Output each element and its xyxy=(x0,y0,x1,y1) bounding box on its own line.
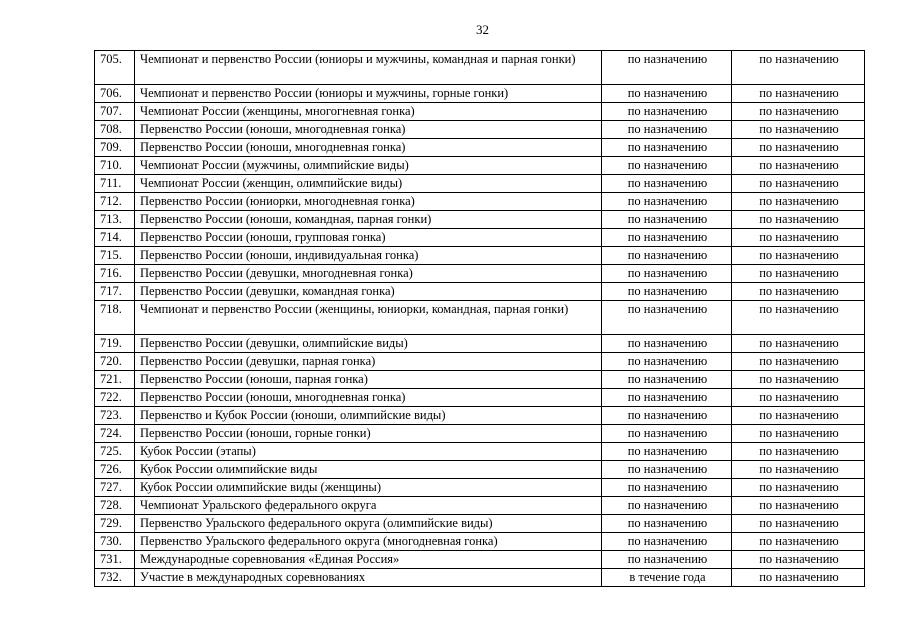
table-row xyxy=(95,157,865,175)
event-term: в течение года xyxy=(602,569,732,587)
event-venue: по назначению xyxy=(732,479,865,497)
table-row xyxy=(95,335,865,353)
event-name: Первенство России (девушки, командная гонка) xyxy=(135,283,602,301)
event-name: Чемпионат и первенство России (женщины, юниорки, командная, парная гонки) xyxy=(135,301,602,335)
events-table-body xyxy=(95,51,865,587)
table-row xyxy=(95,193,865,211)
event-term: по назначению xyxy=(602,211,732,229)
page-number: 32 xyxy=(476,22,489,37)
table-row xyxy=(95,461,865,479)
table-row xyxy=(95,103,865,121)
event-venue: по назначению xyxy=(732,551,865,569)
event-term: по назначению xyxy=(602,443,732,461)
event-term: по назначению xyxy=(602,515,732,533)
table-row xyxy=(95,175,865,193)
event-term: по назначению xyxy=(602,175,732,193)
row-number: 705. xyxy=(95,51,135,85)
event-name: Кубок России (этапы) xyxy=(135,443,602,461)
event-venue: по назначению xyxy=(732,265,865,283)
row-number: 729. xyxy=(95,515,135,533)
event-name: Первенство России (юноши, групповая гонка) xyxy=(135,229,602,247)
event-term: по назначению xyxy=(602,121,732,139)
event-name: Международные соревнования «Единая Россия» xyxy=(135,551,602,569)
event-name: Чемпионат и первенство России (юниоры и мужчины, командная и парная гонки) xyxy=(135,51,602,85)
event-name: Кубок России олимпийские виды (женщины) xyxy=(135,479,602,497)
event-term: по назначению xyxy=(602,85,732,103)
event-name: Первенство России (юноши, командная, парная гонки) xyxy=(135,211,602,229)
event-venue: по назначению xyxy=(732,139,865,157)
event-term: по назначению xyxy=(602,247,732,265)
event-term: по назначению xyxy=(602,407,732,425)
event-name: Кубок России олимпийские виды xyxy=(135,461,602,479)
row-number: 727. xyxy=(95,479,135,497)
event-venue: по назначению xyxy=(732,461,865,479)
event-term: по назначению xyxy=(602,551,732,569)
event-name: Первенство России (юноши, индивидуальная гонка) xyxy=(135,247,602,265)
row-number: 713. xyxy=(95,211,135,229)
table-row xyxy=(95,425,865,443)
event-venue: по назначению xyxy=(732,229,865,247)
event-venue: по назначению xyxy=(732,389,865,407)
event-venue: по назначению xyxy=(732,533,865,551)
event-term: по назначению xyxy=(602,139,732,157)
row-number: 718. xyxy=(95,301,135,335)
event-venue: по назначению xyxy=(732,247,865,265)
table-row xyxy=(95,139,865,157)
event-name: Первенство России (юноши, парная гонка) xyxy=(135,371,602,389)
row-number: 714. xyxy=(95,229,135,247)
event-term: по назначению xyxy=(602,157,732,175)
table-row xyxy=(95,533,865,551)
row-number: 723. xyxy=(95,407,135,425)
table-row xyxy=(95,301,865,335)
row-number: 728. xyxy=(95,497,135,515)
event-term: по назначению xyxy=(602,497,732,515)
event-term: по назначению xyxy=(602,389,732,407)
table-row xyxy=(95,353,865,371)
event-term: по назначению xyxy=(602,371,732,389)
table-row xyxy=(95,551,865,569)
event-venue: по назначению xyxy=(732,175,865,193)
event-name: Первенство России (юноши, горные гонки) xyxy=(135,425,602,443)
event-venue: по назначению xyxy=(732,121,865,139)
row-number: 716. xyxy=(95,265,135,283)
event-venue: по назначению xyxy=(732,211,865,229)
event-term: по назначению xyxy=(602,461,732,479)
event-venue: по назначению xyxy=(732,335,865,353)
row-number: 731. xyxy=(95,551,135,569)
event-venue: по назначению xyxy=(732,371,865,389)
event-term: по назначению xyxy=(602,533,732,551)
event-term: по назначению xyxy=(602,353,732,371)
event-name: Первенство и Кубок России (юноши, олимпийские виды) xyxy=(135,407,602,425)
table-row xyxy=(95,229,865,247)
event-venue: по назначению xyxy=(732,515,865,533)
event-venue: по назначению xyxy=(732,407,865,425)
event-venue: по назначению xyxy=(732,353,865,371)
event-venue: по назначению xyxy=(732,157,865,175)
event-venue: по назначению xyxy=(732,301,865,335)
row-number: 722. xyxy=(95,389,135,407)
table-row xyxy=(95,371,865,389)
event-venue: по назначению xyxy=(732,283,865,301)
row-number: 725. xyxy=(95,443,135,461)
row-number: 720. xyxy=(95,353,135,371)
events-table xyxy=(94,50,865,587)
table-row xyxy=(95,497,865,515)
row-number: 711. xyxy=(95,175,135,193)
event-venue: по назначению xyxy=(732,569,865,587)
table-row xyxy=(95,515,865,533)
event-name: Чемпионат России (мужчины, олимпийские виды) xyxy=(135,157,602,175)
row-number: 717. xyxy=(95,283,135,301)
table-row xyxy=(95,247,865,265)
event-term: по назначению xyxy=(602,479,732,497)
table-row xyxy=(95,85,865,103)
event-term: по назначению xyxy=(602,301,732,335)
event-venue: по назначению xyxy=(732,85,865,103)
table-row xyxy=(95,569,865,587)
event-term: по назначению xyxy=(602,193,732,211)
event-name: Чемпионат и первенство России (юниоры и мужчины, горные гонки) xyxy=(135,85,602,103)
row-number: 707. xyxy=(95,103,135,121)
event-term: по назначению xyxy=(602,103,732,121)
event-term: по назначению xyxy=(602,335,732,353)
event-name: Участие в международных соревнованиях xyxy=(135,569,602,587)
event-term: по назначению xyxy=(602,229,732,247)
event-name: Первенство России (юноши, многодневная гонка) xyxy=(135,389,602,407)
row-number: 724. xyxy=(95,425,135,443)
table-row xyxy=(95,121,865,139)
row-number: 719. xyxy=(95,335,135,353)
row-number: 710. xyxy=(95,157,135,175)
table-row xyxy=(95,265,865,283)
table-row xyxy=(95,479,865,497)
row-number: 726. xyxy=(95,461,135,479)
row-number: 715. xyxy=(95,247,135,265)
table-row xyxy=(95,211,865,229)
table-row xyxy=(95,389,865,407)
event-name: Первенство Уральского федерального округа (олимпийские виды) xyxy=(135,515,602,533)
event-venue: по назначению xyxy=(732,425,865,443)
row-number: 712. xyxy=(95,193,135,211)
event-name: Чемпионат России (женщин, олимпийские виды) xyxy=(135,175,602,193)
row-number: 706. xyxy=(95,85,135,103)
event-venue: по назначению xyxy=(732,103,865,121)
row-number: 721. xyxy=(95,371,135,389)
row-number: 730. xyxy=(95,533,135,551)
event-venue: по назначению xyxy=(732,443,865,461)
event-venue: по назначению xyxy=(732,51,865,85)
event-name: Первенство России (девушки, многодневная гонка) xyxy=(135,265,602,283)
event-name: Первенство России (девушки, олимпийские виды) xyxy=(135,335,602,353)
event-term: по назначению xyxy=(602,283,732,301)
row-number: 708. xyxy=(95,121,135,139)
event-name: Первенство России (юноши, многодневная гонка) xyxy=(135,121,602,139)
event-name: Чемпионат Уральского федерального округа xyxy=(135,497,602,515)
event-venue: по назначению xyxy=(732,193,865,211)
table-row xyxy=(95,51,865,85)
row-number: 732. xyxy=(95,569,135,587)
event-name: Первенство России (девушки, парная гонка) xyxy=(135,353,602,371)
table-row xyxy=(95,283,865,301)
row-number: 709. xyxy=(95,139,135,157)
event-term: по назначению xyxy=(602,425,732,443)
event-name: Первенство России (юниорки, многодневная гонка) xyxy=(135,193,602,211)
event-name: Первенство Уральского федерального округа (многодневная гонка) xyxy=(135,533,602,551)
table-row xyxy=(95,407,865,425)
event-term: по назначению xyxy=(602,51,732,85)
event-venue: по назначению xyxy=(732,497,865,515)
event-name: Первенство России (юноши, многодневная гонка) xyxy=(135,139,602,157)
event-term: по назначению xyxy=(602,265,732,283)
event-name: Чемпионат России (женщины, многогневная гонка) xyxy=(135,103,602,121)
table-row xyxy=(95,443,865,461)
